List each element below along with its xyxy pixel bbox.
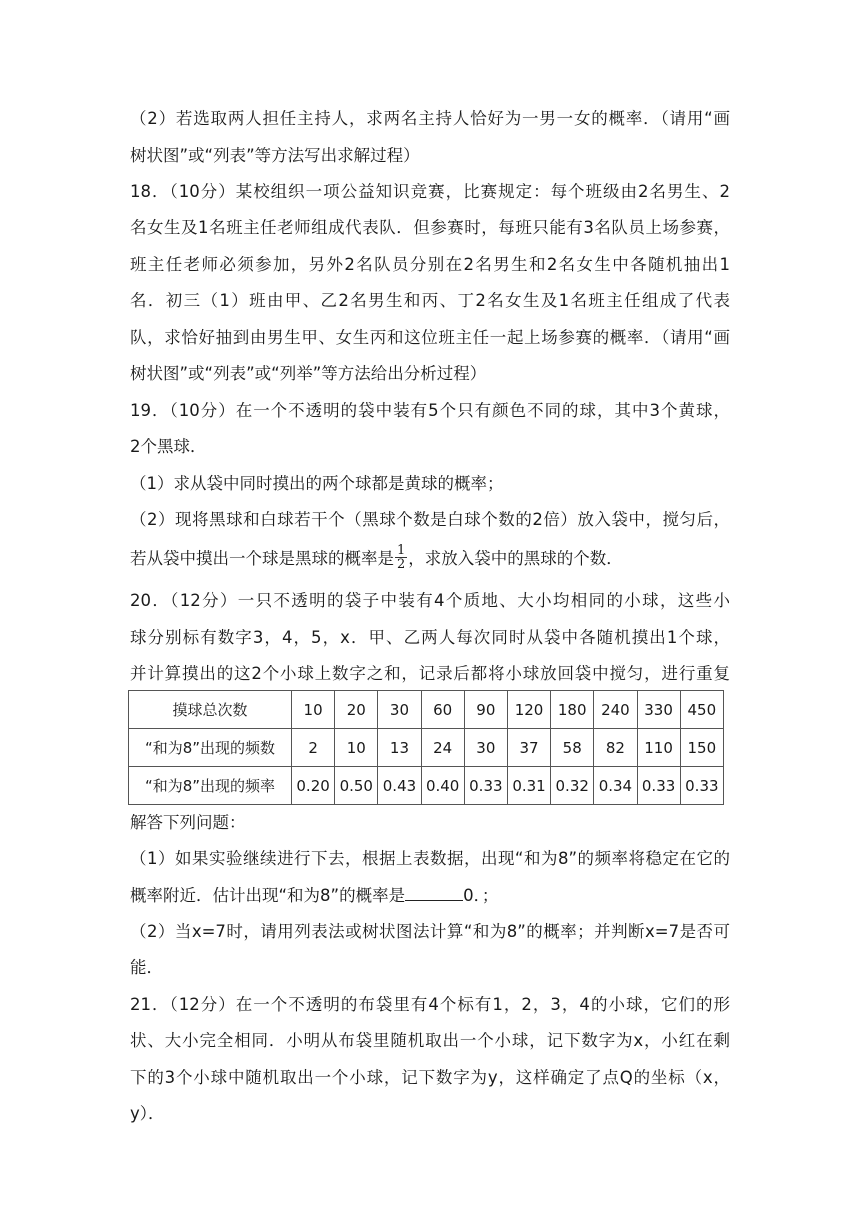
table-cell: 0.33 <box>464 767 507 805</box>
table-cell: 0.33 <box>637 767 680 805</box>
table-cell: 58 <box>551 729 594 767</box>
q21-line2: 状、大小完全相同．小明从布袋里随机取出一个小球，记下数字为x，小红在剩 <box>130 1031 730 1050</box>
q17-part2-line1: （2）若选取两人担任主持人，求两名主持人恰好为一男一女的概率．（请用“画 <box>130 109 730 128</box>
table-row-header: “和为8”出现的频率 <box>129 767 292 805</box>
table-cell: 180 <box>551 691 594 729</box>
table-row <box>129 767 724 805</box>
table-cell: 150 <box>680 729 723 767</box>
q20-part1-text: 概率附近．估计出现“和为8”的概率是 <box>130 886 406 905</box>
table-cell: 240 <box>594 691 637 729</box>
table-cell: 20 <box>335 691 378 729</box>
q19-text-after-fraction: ，求放入袋中的黑球的个数． <box>408 549 623 568</box>
q18-line3: 班主任老师必须参加，另外2名队员分别在2名男生和2名女生中各随机抽出1 <box>130 255 730 274</box>
fraction-denominator: 2 <box>397 557 406 572</box>
table-cell: 0.43 <box>378 767 421 805</box>
q19-text-before-fraction: 若从袋中摸出一个球是黑球的概率是 <box>130 549 394 568</box>
table-cell: 0.32 <box>551 767 594 805</box>
table-cell: 0.34 <box>594 767 637 805</box>
frequency-table <box>128 690 724 805</box>
table-cell: 24 <box>421 729 464 767</box>
fraction-one-half <box>395 544 407 571</box>
table-cell: 450 <box>680 691 723 729</box>
table-cell: 0.40 <box>421 767 464 805</box>
table-cell: 330 <box>637 691 680 729</box>
q18-line5: 队，求恰好抽到由男生甲、女生丙和这位班主任一起上场参赛的概率．（请用“画 <box>130 328 730 347</box>
table-cell: 0.50 <box>335 767 378 805</box>
table-cell: 82 <box>594 729 637 767</box>
table-cell: 0.31 <box>507 767 550 805</box>
q19-part1: （1）求从袋中同时摸出的两个球都是黄球的概率； <box>130 474 504 493</box>
table-row-header: “和为8”出现的频数 <box>129 729 292 767</box>
table-cell: 10 <box>335 729 378 767</box>
table-cell: 10 <box>292 691 335 729</box>
q20-line2: 球分别标有数字3，4，5，x．甲、乙两人每次同时从袋中各随机摸出1个球， <box>130 628 730 647</box>
q20-part2-line2: 能． <box>130 958 163 977</box>
q20-part1-line2 <box>130 884 860 907</box>
q19-line1: 19．（10分）在一个不透明的袋中装有5个只有颜色不同的球，其中3个黄球， <box>130 401 730 420</box>
table-row <box>129 691 724 729</box>
q19-line2: 2个黑球． <box>130 437 207 456</box>
q21-line3: 下的3个小球中随机取出一个小球，记下数字为y，这样确定了点Q的坐标（x， <box>130 1068 730 1087</box>
q18-line2: 名女生及1名班主任老师组成代表队．但参赛时，每班只能有3名队员上场参赛， <box>130 218 730 237</box>
table-row-header: 摸球总次数 <box>129 691 292 729</box>
q19-part2-line1: （2）现将黑球和白球若干个（黑球个数是白球个数的2倍）放入袋中，搅匀后， <box>130 510 730 529</box>
q19-part2-line2 <box>130 543 860 573</box>
q21-line1: 21．（12分）在一个不透明的布袋里有4个标有1，2，3，4的小球，它们的形 <box>130 995 730 1014</box>
answer-blank[interactable] <box>405 884 463 901</box>
table-cell: 13 <box>378 729 421 767</box>
q18-line4: 名．初三（1）班由甲、乙2名男生和丙、丁2名女生及1名班主任组成了代表 <box>130 291 730 310</box>
table-row <box>129 729 724 767</box>
table-cell: 0.33 <box>680 767 723 805</box>
table-cell: 37 <box>507 729 550 767</box>
table-cell: 0.20 <box>292 767 335 805</box>
table-cell: 2 <box>292 729 335 767</box>
q20-part2-line1: （2）当x=7时，请用列表法或树状图法计算“和为8”的概率；并判断x=7是否可 <box>130 922 730 941</box>
table-cell: 120 <box>507 691 550 729</box>
table-cell: 30 <box>378 691 421 729</box>
q18-line1: 18．（10分）某校组织一项公益知识竞赛，比赛规定：每个班级由2名男生、2 <box>130 182 730 201</box>
q20-line3: 并计算摸出的这2个小球上数字之和，记录后都将小球放回袋中搅匀，进行重复 <box>130 664 730 683</box>
q20-part1-line1: （1）如果实验继续进行下去，根据上表数据，出现“和为8”的频率将稳定在它的 <box>130 849 730 868</box>
q20-line1: 20．（12分）一只不透明的袋子中装有4个质地、大小均相同的小球，这些小 <box>130 591 730 610</box>
fraction-numerator: 1 <box>397 543 406 558</box>
q18-line6: 树状图”或“列表”或“列举”等方法给出分析过程） <box>130 364 487 383</box>
table-cell: 60 <box>421 691 464 729</box>
q17-part2-line2: 树状图”或“列表”等方法写出求解过程） <box>130 146 420 165</box>
table-cell: 110 <box>637 729 680 767</box>
table-cell: 30 <box>464 729 507 767</box>
q20-part1-tail: 0．； <box>463 886 499 905</box>
table-cell: 90 <box>464 691 507 729</box>
q21-line4: y）． <box>130 1104 165 1123</box>
q20-answer-intro: 解答下列问题： <box>130 813 246 832</box>
